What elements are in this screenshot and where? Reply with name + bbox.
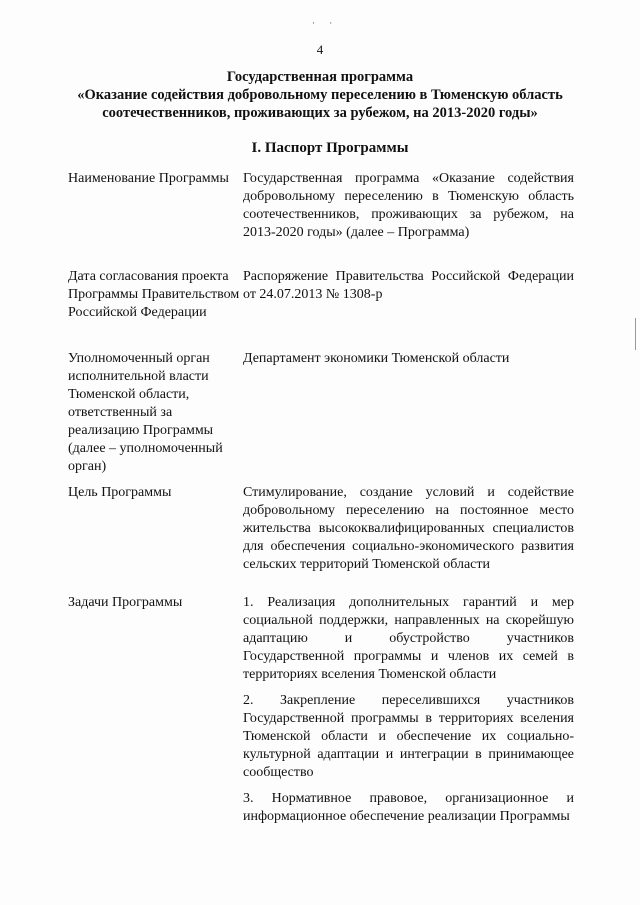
row-value: [243, 484, 574, 582]
scan-edge-mark: [635, 318, 636, 350]
row-value-paragraph: Государственная программа «Оказание содействия добровольному переселению в Тюменскую область соотечественников, проживающих за рубежом, на 2013-2020 годы» (далее – Программа): [243, 171, 574, 240]
document-title: [60, 68, 580, 122]
title-line-1: Государственная программа: [226, 69, 414, 85]
scan-specks: · ·: [312, 18, 339, 28]
task-1: 1. Реализация дополнительных гарантий и мер социальной поддержки, направленных на скорейшую адаптацию и обустройство участников Государственной программы и членов их семей в территориях вселения Тюменской области: [243, 595, 574, 682]
title-line-2: «Оказание содействия добровольному переселению в Тюменскую область: [77, 87, 563, 103]
row-value-paragraph: Стимулирование, создание условий и содействие добровольному переселению на постоянное место жительства высококвалифицированных специалистов для обеспечения социально-экономического развития сельских территорий Тюменской области: [243, 485, 574, 572]
row-value: [243, 594, 574, 834]
row-value: [243, 350, 574, 376]
row-value-paragraph: Департамент экономики Тюменской области: [243, 351, 510, 366]
row-value: [243, 268, 574, 312]
task-3: 3. Нормативное правовое, организационное и информационное обеспечение реализации Программы: [243, 791, 574, 824]
section-title: I. Паспорт Программы: [251, 140, 409, 156]
task-2: 2. Закрепление переселившихся участников Государственной программы в территориях вселения Тюменской области и обеспечение их социально-культурной адаптации и интеграции в принимающее сообщество: [243, 693, 574, 780]
row-label: Задачи Программы: [68, 595, 183, 610]
page-number: 4: [316, 42, 324, 57]
row-value-paragraph: Распоряжение Правительства Российской Федерации от 24.07.2013 № 1308-р: [243, 269, 574, 302]
title-line-3: соотечественников, проживающих за рубежом, на 2013-2020 годы»: [102, 105, 538, 121]
row-label: Уполномоченный орган исполнительной власти Тюменской области, ответственный за реализацию Программы (далее – уполномоченный орган): [68, 351, 223, 474]
row-label: Цель Программы: [68, 485, 172, 500]
row-label: Дата согласования проекта Программы Правительством Российской Федерации: [68, 269, 240, 320]
row-value: [243, 170, 574, 250]
row-label: Наименование Программы: [68, 171, 229, 186]
